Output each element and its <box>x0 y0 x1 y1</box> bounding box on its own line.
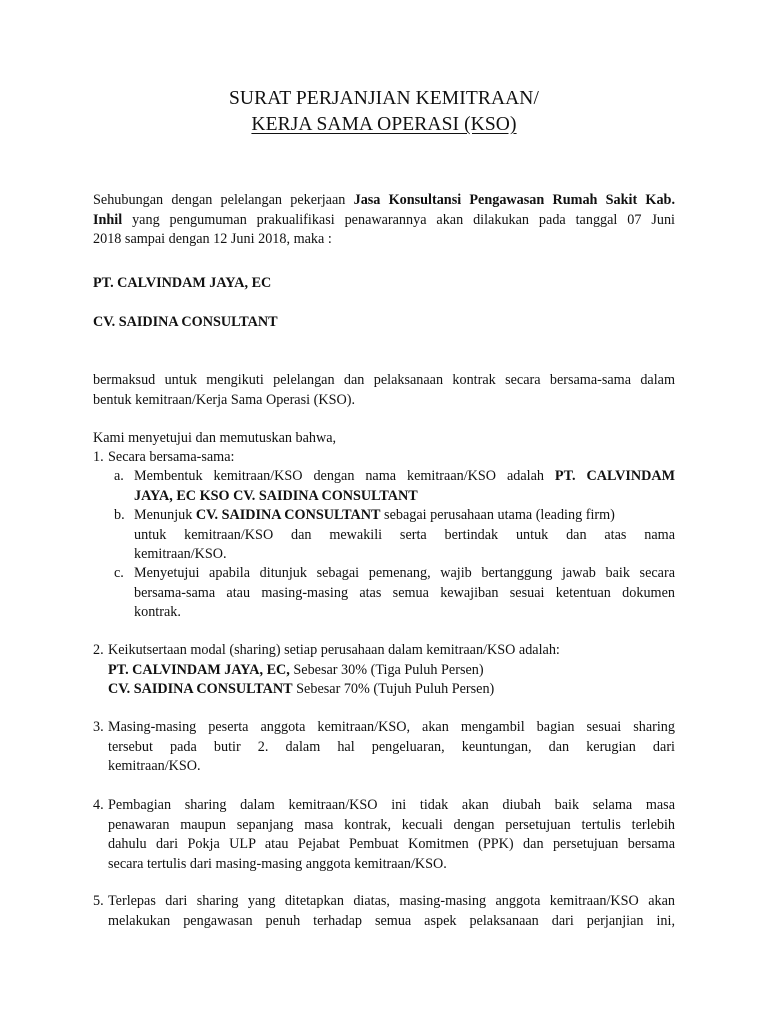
item-1a-line-2 <box>134 487 675 507</box>
item-4-line-2: penawaran maupun sepanjang masa kontrak, kecuali dengan persetujuan tertulis terlebih <box>108 816 675 833</box>
item-4-line-1: Pembagian sharing dalam kemitraan/KSO ini tidak akan diubah baik selama masa <box>108 797 675 813</box>
company-2-name: CV. SAIDINA CONSULTANT <box>93 314 278 330</box>
agreement-item-3 <box>93 718 675 777</box>
project-name: Jasa Konsultansi Pengawasan Rumah Sakit Kab. <box>353 192 675 208</box>
project-location: Inhil <box>93 211 123 228</box>
item-number: 5. <box>93 893 104 909</box>
company-2-name: CV. SAIDINA CONSULTANT <box>195 507 381 523</box>
item-1b-line-2: untuk kemitraan/KSO dan mewakili serta bertindak untuk dan atas nama <box>134 526 675 543</box>
item-4-line-3: dahulu dari Pokja ULP atau Pejabat Pembuat Komitmen (PPK) dan persetujuan bersama <box>108 836 675 852</box>
item-number: 4. <box>93 797 104 813</box>
item-1c-line-2: bersama-sama atau masing-masing atas semua kewajiban sesuai ketentuan dokumen <box>134 584 675 601</box>
intro-line-3: 2018 sampai dengan 12 Juni 2018, maka : <box>93 231 332 247</box>
item-2-line-1: Keikutsertaan modal (sharing) setiap perusahaan dalam kemitraan/KSO adalah: <box>108 642 560 658</box>
company-1-name: PT. CALVINDAM <box>554 468 675 484</box>
item-3-line-1: Masing-masing peserta anggota kemitraan/KSO, akan mengambil bagian sesuai sharing <box>108 719 675 735</box>
item-5-line-1: Terlepas dari sharing yang ditetapkan diatas, masing-masing anggota kemitraan/KSO akan <box>108 893 675 909</box>
item-3-line-2: tersebut pada butir 2. dalam hal pengeluaran, keuntungan, dan kerugian dari <box>108 738 675 755</box>
item-number: 2. <box>93 642 104 658</box>
agreement-item-1b <box>93 506 675 565</box>
intro-line-1 <box>93 191 675 211</box>
intro-text: Sehubungan dengan pelelangan pekerjaan <box>93 192 354 208</box>
document-title-line-2: KERJA SAMA OPERASI (KSO) <box>251 114 517 135</box>
company-2 <box>93 313 675 333</box>
kso-name: JAYA, EC KSO CV. SAIDINA CONSULTANT <box>134 487 418 504</box>
intro-text: yang pengumuman prakualifikasi penawarannya akan dilakukan pada tanggal 07 Juni <box>122 211 675 228</box>
item-5-line-2: melakukan pengawasan penuh terhadap semua aspek pelaksanaan dari perjanjian ini, <box>108 912 675 929</box>
intro-line-2 <box>93 211 675 231</box>
item-2-line-3 <box>108 680 675 700</box>
item-2-line-2 <box>108 661 675 681</box>
item-text: Membentuk kemitraan/KSO dengan nama kemitraan/KSO adalah <box>134 468 555 484</box>
share-text: Sebesar 30% (Tiga Puluh Persen) <box>289 661 484 678</box>
purpose-line-1: bermaksud untuk mengikuti pelelangan dan pelaksanaan kontrak secara bersama-sama dalam <box>93 372 675 388</box>
intro-paragraph <box>93 191 675 250</box>
document-title-line-1: SURAT PERJANJIAN KEMITRAAN/ <box>228 88 540 109</box>
company-1 <box>93 274 675 294</box>
agreement-item-2 <box>93 641 675 700</box>
item-1b-line-1 <box>134 506 675 526</box>
item-1a-line-1 <box>134 467 675 487</box>
agreement-item-5 <box>93 892 675 931</box>
item-1b-line-3: kemitraan/KSO. <box>134 546 227 562</box>
item-number: 3. <box>93 719 104 735</box>
item-1c-line-3: kontrak. <box>134 604 181 620</box>
share-text: Sebesar 70% (Tujuh Puluh Persen) <box>292 681 495 697</box>
agreement-item-1a <box>93 467 675 506</box>
sub-item-letter: b. <box>114 507 125 523</box>
purpose-paragraph <box>93 371 675 410</box>
agreement-lead: Kami menyetujui dan memutuskan bahwa, <box>93 430 337 446</box>
purpose-line-2: bentuk kemitraan/Kerja Sama Operasi (KSO). <box>93 391 355 408</box>
agreement-item-1c <box>93 564 675 623</box>
item-1-text: Secara bersama-sama: <box>108 449 235 465</box>
item-number: 1. <box>93 449 104 465</box>
sub-item-letter: c. <box>114 565 124 581</box>
sub-item-letter: a. <box>114 468 124 484</box>
company-1-name: PT. CALVINDAM JAYA, EC, <box>108 661 290 678</box>
agreement-item-1 <box>93 448 675 468</box>
company-2-name: CV. SAIDINA CONSULTANT <box>108 681 293 697</box>
item-1c-line-1: Menyetujui apabila ditunjuk sebagai pemenang, wajib bertanggung jawab baik secara <box>134 565 675 581</box>
item-text: Menunjuk <box>134 507 196 523</box>
agreement-item-4 <box>93 796 675 874</box>
item-3-line-3: kemitraan/KSO. <box>108 758 201 774</box>
item-text: sebagai perusahaan utama (leading firm) <box>380 507 615 523</box>
item-4-line-4: secara tertulis dari masing-masing anggota kemitraan/KSO. <box>108 855 447 872</box>
company-1-name: PT. CALVINDAM JAYA, EC <box>93 275 272 291</box>
